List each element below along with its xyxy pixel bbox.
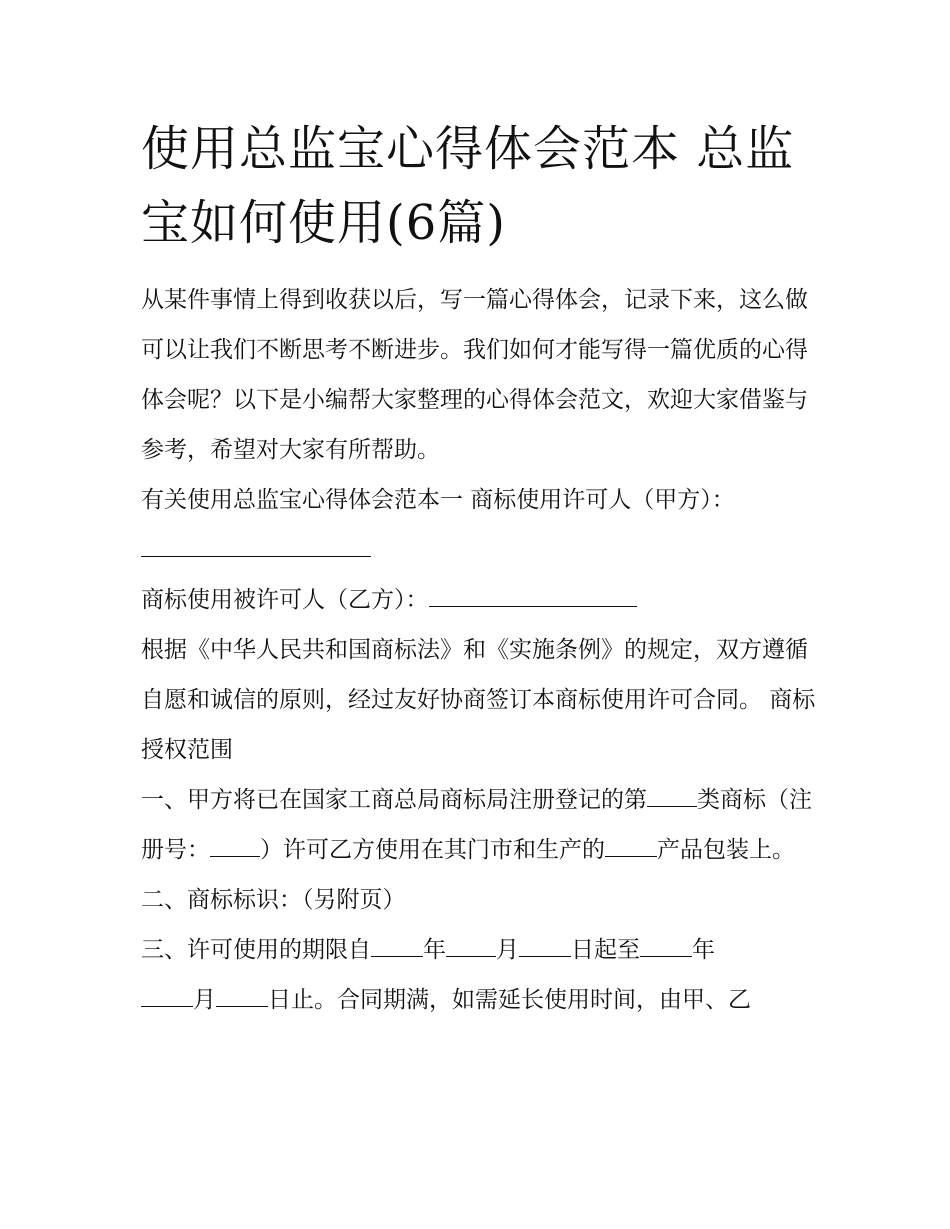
licensee-blank bbox=[429, 576, 637, 607]
licensor-label: 有关使用总监宝心得体会范本一 商标使用许可人（甲方）： bbox=[141, 487, 735, 513]
clause-1-text-a: 一、甲方将已在国家工商总局商标局注册登记的第 bbox=[141, 787, 647, 813]
end-month-label: 月 bbox=[193, 987, 216, 1013]
start-month-label: 月 bbox=[496, 937, 519, 963]
start-day-label: 日起至 bbox=[571, 937, 640, 963]
basis-paragraph: 根据《中华人民共和国商标法》和《实施条例》的规定，双方遵循自愿和诚信的原则，经过友好协商签订本商标使用许可合同。 商标授权范围 bbox=[141, 637, 816, 763]
end-day-blank bbox=[216, 976, 268, 1007]
start-day-blank bbox=[519, 926, 571, 957]
clause-2: 二、商标标识：（另附页） bbox=[141, 887, 406, 913]
end-year-blank bbox=[640, 926, 692, 957]
licensor-blank bbox=[141, 526, 371, 557]
intro-paragraph: 从某件事情上得到收获以后，写一篇心得体会，记录下来，这么做可以让我们不断思考不断进步。我们如何才能写得一篇优质的心得体会呢？以下是小编帮大家整理的心得体会范文，欢迎大家借鉴与参考，希望对大家有所帮助。 bbox=[141, 287, 808, 463]
clause-3 bbox=[141, 925, 816, 1025]
licensee-label: 商标使用被许可人（乙方）： bbox=[141, 587, 429, 613]
start-year-blank bbox=[371, 926, 423, 957]
clause-1 bbox=[141, 775, 816, 875]
start-year-label: 年 bbox=[423, 937, 446, 963]
end-month-blank bbox=[141, 976, 193, 1007]
clause-3-text-end: 日止。合同期满，如需延长使用时间，由甲、乙 bbox=[268, 987, 751, 1013]
class-number-blank bbox=[647, 776, 697, 807]
clause-1-text-b: 类商标（注册号： bbox=[141, 787, 812, 863]
product-blank bbox=[605, 826, 657, 857]
licensor-line bbox=[141, 475, 816, 525]
clause-1-text-c: ）许可乙方使用在其门市和生产的 bbox=[260, 837, 605, 863]
licensee-line bbox=[141, 575, 816, 625]
document-title: 使用总监宝心得体会范本 总监宝如何使用(6篇) bbox=[141, 121, 795, 251]
clause-3-text-a: 三、许可使用的期限自 bbox=[141, 937, 371, 963]
end-year-label: 年 bbox=[692, 937, 715, 963]
start-month-blank bbox=[446, 926, 496, 957]
registration-number-blank bbox=[210, 826, 260, 857]
document-body bbox=[141, 275, 816, 1025]
clause-1-text-d: 产品包装上。 bbox=[657, 837, 795, 863]
licensor-blank-line bbox=[141, 525, 816, 575]
